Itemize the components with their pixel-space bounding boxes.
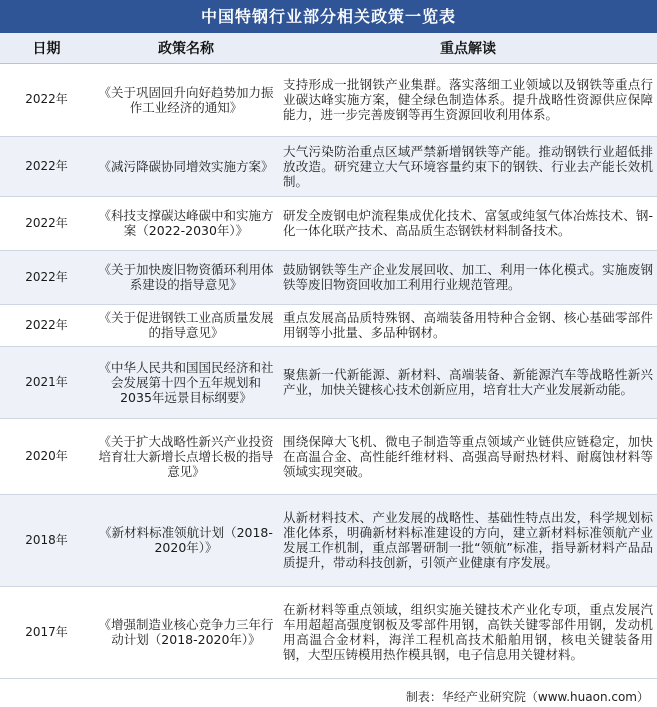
row-description: 重点发展高品质特殊钢、高端装备用特种合金钢、核心基础零部件用钢等小批量、多品种钢材。 [279, 304, 657, 346]
row-policy-name: 《中华人民共和国国民经济和社会发展第十四个五年规划和2035年远景目标纲要》 [93, 346, 279, 418]
row-date: 2017年 [0, 586, 93, 678]
row-date: 2022年 [0, 250, 93, 304]
header-date: 日期 [0, 33, 93, 63]
row-date: 2022年 [0, 196, 93, 250]
table-row [0, 63, 657, 136]
table-title: 中国特钢行业部分相关政策一览表 [0, 0, 657, 33]
row-description: 鼓励钢铁等生产企业发展回收、加工、利用一体化模式。实施废钢铁等废旧物资回收加工利用行业规范管理。 [279, 250, 657, 304]
table-row [0, 250, 657, 304]
row-policy-name: 《减污降碳协同增效实施方案》 [93, 136, 279, 196]
row-date: 2022年 [0, 63, 93, 136]
source-footer: 制表：华经产业研究院（www.huaon.com） [405, 690, 649, 704]
row-date: 2021年 [0, 346, 93, 418]
row-policy-name: 《新材料标准领航计划（2018-2020年）》 [93, 494, 279, 586]
row-description: 聚焦新一代新能源、新材料、高端装备、新能源汽车等战略性新兴产业，加快关键核心技术创新应用，培育壮大产业发展新动能。 [279, 346, 657, 418]
row-policy-name: 《关于巩固回升向好趋势加力振作工业经济的通知》 [93, 63, 279, 136]
row-policy-name: 《关于扩大战略性新兴产业投资培育壮大新增长点增长极的指导意见》 [93, 418, 279, 494]
table-row [0, 304, 657, 346]
row-description: 大气污染防治重点区域严禁新增钢铁等产能。推动钢铁行业超低排放改造。研究建立大气环境容量约束下的钢铁、行业去产能长效机制。 [279, 136, 657, 196]
row-date: 2020年 [0, 418, 93, 494]
row-policy-name: 《科技支撑碳达峰碳中和实施方案（2022-2030年）》 [93, 196, 279, 250]
header-desc: 重点解读 [279, 33, 657, 63]
row-description: 围绕保障大飞机、微电子制造等重点领域产业链供应链稳定，加快在高温合金、高性能纤维材料、高强高导耐热材料、耐腐蚀材料等领域实现突破。 [279, 418, 657, 494]
row-description: 在新材料等重点领域，组织实施关键技术产业化专项，重点发展汽车用超超高强度钢板及零部件用钢，高铁关键零部件用钢，发动机用高温合金材料，海洋工程机高技术船舶用钢，核电关键装备用钢，大型压铸模用热作模具钢，电子信息用关键材料。 [279, 586, 657, 678]
table-row [0, 346, 657, 418]
row-policy-name: 《关于加快废旧物资循环利用体系建设的指导意见》 [93, 250, 279, 304]
row-description: 支持形成一批钢铁产业集群。落实落细工业领域以及钢铁等重点行业碳达峰实施方案，健全绿色制造体系。提升战略性资源供应保障能力，进一步完善废钢等再生资源回收利用体系。 [279, 63, 657, 136]
row-description: 从新材料技术、产业发展的战略性、基础性特点出发，科学规划标准化体系，明确新材料标准建设的方向，建立新材料标准领航产业发展工作机制，重点部署研制一批“领航”标准，指导新材料产品品质提升，带动科技创新，引领产业健康有序发展。 [279, 494, 657, 586]
table-row [0, 196, 657, 250]
table-row [0, 494, 657, 586]
policy-table [0, 33, 657, 679]
table-row [0, 418, 657, 494]
row-description: 研发全废钢电炉流程集成优化技术、富氢或纯氢气体冶炼技术、钢-化一体化联产技术、高品质生态钢铁材料制备技术。 [279, 196, 657, 250]
row-policy-name: 《增强制造业核心竞争力三年行动计划（2018-2020年）》 [93, 586, 279, 678]
row-date: 2022年 [0, 136, 93, 196]
header-name: 政策名称 [93, 33, 279, 63]
table-row [0, 136, 657, 196]
table-row [0, 586, 657, 678]
row-policy-name: 《关于促进钢铁工业高质量发展的指导意见》 [93, 304, 279, 346]
row-date: 2018年 [0, 494, 93, 586]
row-date: 2022年 [0, 304, 93, 346]
header-row [0, 33, 657, 63]
